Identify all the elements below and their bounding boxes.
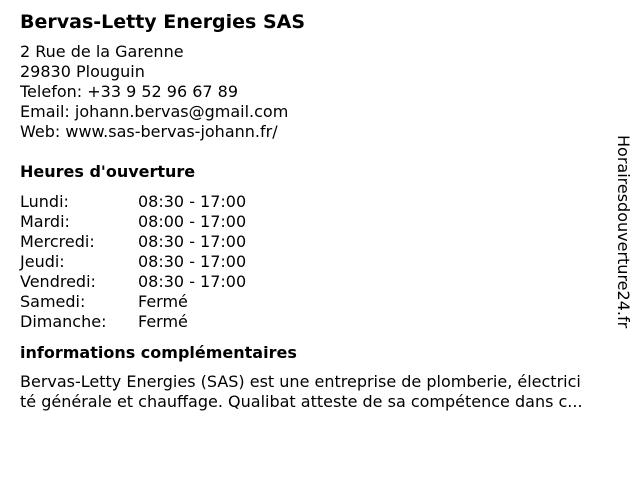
address-street: 2 Rue de la Garenne: [20, 42, 184, 61]
hours-day: Mercredi:: [20, 232, 95, 251]
business-card: [20, 10, 630, 412]
opening-hours-table: [20, 192, 630, 332]
additional-info-title: informations complémentaires: [20, 343, 297, 362]
business-description: [20, 372, 628, 412]
hours-row-thursday: [20, 252, 630, 272]
hours-day: Mardi:: [20, 212, 70, 231]
site-watermark: Horairesdouverture24.fr: [614, 135, 633, 329]
hours-time: Fermé: [138, 292, 188, 311]
hours-day: Dimanche:: [20, 312, 107, 331]
web-line: Web: www.sas-bervas-johann.fr/: [20, 122, 278, 141]
hours-time: 08:30 - 17:00: [138, 252, 247, 271]
hours-time: Fermé: [138, 312, 188, 331]
business-name: Bervas-Letty Energies SAS: [20, 11, 306, 33]
address-city: 29830 Plouguin: [20, 62, 145, 81]
hours-row-wednesday: [20, 232, 630, 252]
hours-day: Jeudi:: [20, 252, 65, 271]
description-line: Bervas-Letty Energies (SAS) est une entreprise de plomberie, électrici: [20, 372, 581, 391]
opening-hours-title: Heures d'ouverture: [20, 162, 196, 181]
hours-row-saturday: [20, 292, 630, 312]
hours-time: 08:00 - 17:00: [138, 212, 247, 231]
hours-time: 08:30 - 17:00: [138, 192, 247, 211]
phone-line: Telefon: +33 9 52 96 67 89: [20, 82, 239, 101]
hours-day: Vendredi:: [20, 272, 96, 291]
hours-row-monday: [20, 192, 630, 212]
hours-day: Lundi:: [20, 192, 69, 211]
hours-time: 08:30 - 17:00: [138, 232, 247, 251]
email-line: Email: johann.bervas@gmail.com: [20, 102, 289, 121]
hours-row-sunday: [20, 312, 630, 332]
description-line: té générale et chauffage. Qualibat atteste de sa compétence dans c...: [20, 392, 583, 411]
hours-day: Samedi:: [20, 292, 86, 311]
hours-row-friday: [20, 272, 630, 292]
hours-time: 08:30 - 17:00: [138, 272, 247, 291]
hours-row-tuesday: [20, 212, 630, 232]
